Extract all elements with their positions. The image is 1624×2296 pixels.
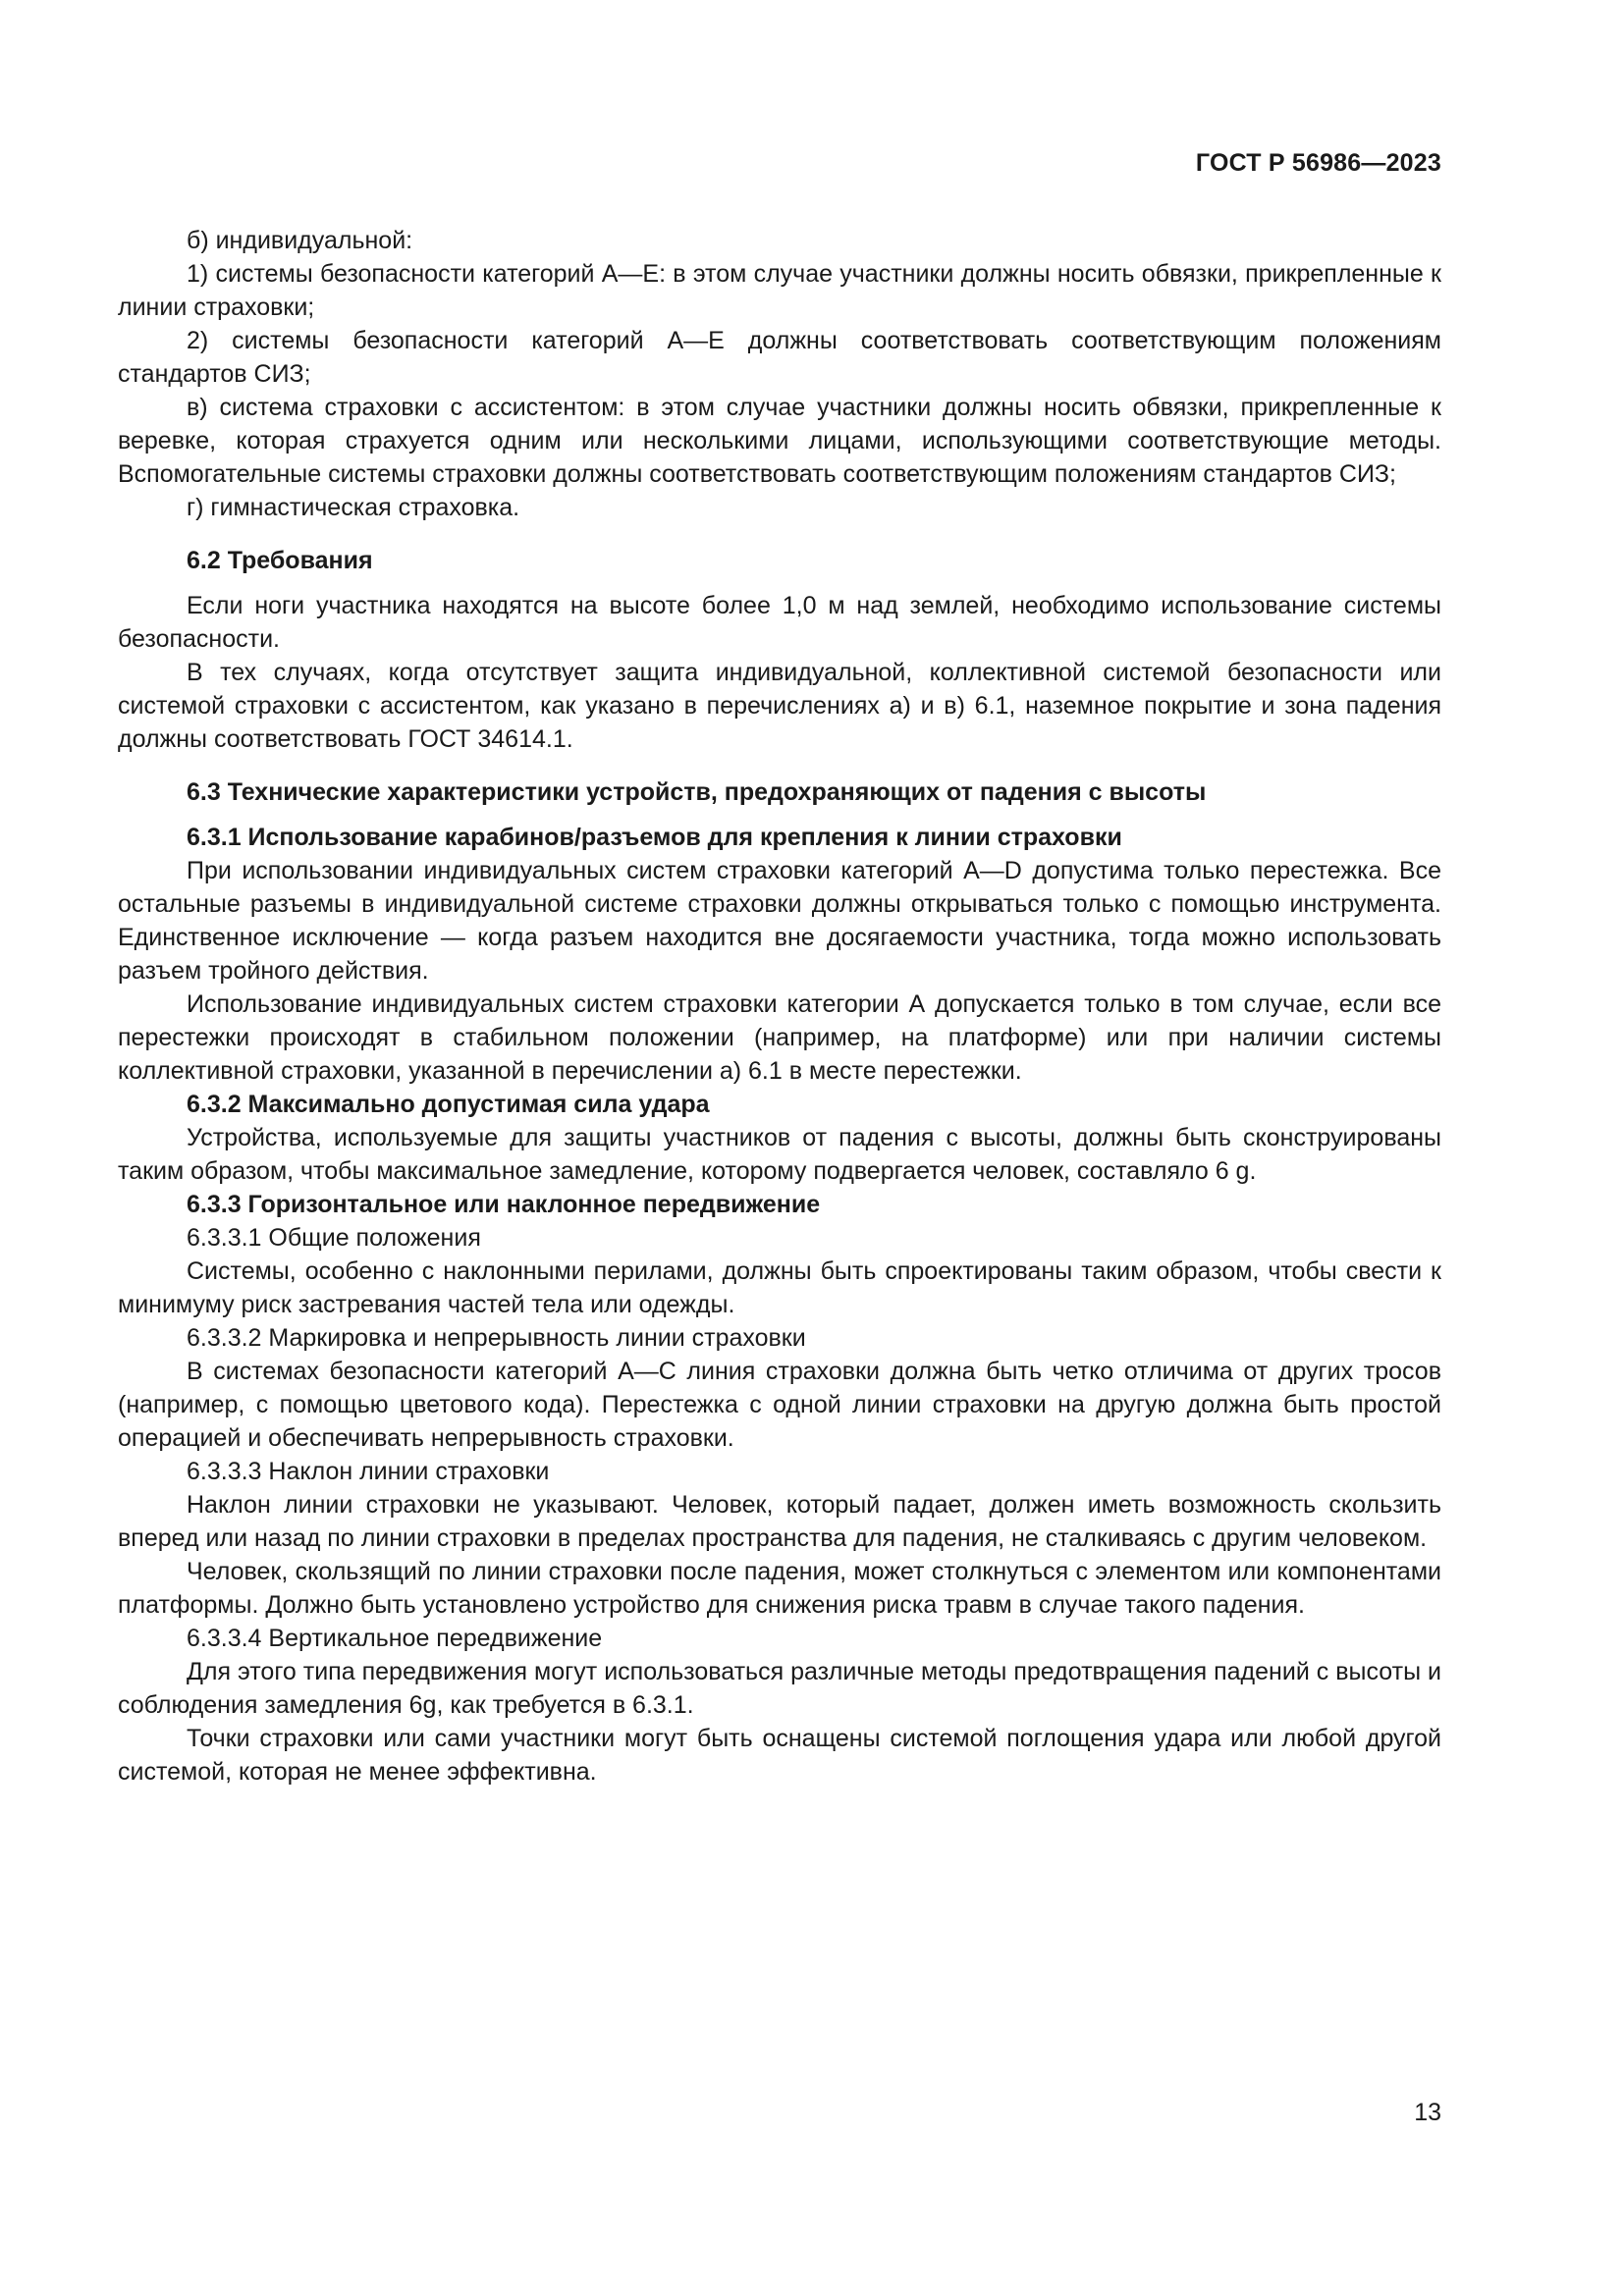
paragraph: В тех случаях, когда отсутствует защита индивидуальной, коллективной системой безопасности или системой страховки с ассистентом, как указано в перечислениях а) и в) 6.1, наземное покрытие и зона падения должны соответствовать ГОСТ 34614.1. (118, 659, 1441, 753)
clause-title: 6.3.3.1 Общие положения (187, 1224, 481, 1252)
paragraph: Использование индивидуальных систем страховки категории А допускается только в том случае, если все перестежки происходят в стабильном положении (например, на платформе) или при наличии системы коллективной страховки, указанной в перечислении а) 6.1 в месте перестежки. (118, 990, 1441, 1085)
clause-title: 6.3.3.2 Маркировка и непрерывность линии страховки (187, 1324, 806, 1352)
page-number: 13 (1414, 2099, 1441, 2126)
paragraph: При использовании индивидуальных систем страховки категорий А—D допустима только перестежка. Все остальные разъемы в индивидуальной системе страховки должны открываться только с помощью инструмента. Единственное исключение — когда разъем находится вне досягаемости участника, тогда можно использовать разъем тройного действия. (118, 857, 1441, 985)
paragraph: Точки страховки или сами участники могут быть оснащены системой поглощения удара или любой другой системой, которая не менее эффективна. (118, 1725, 1441, 1786)
document-id-header: ГОСТ Р 56986—2023 (1195, 149, 1441, 177)
paragraph: Системы, особенно с наклонными перилами, должны быть спроектированы таким образом, чтобы свести к минимуму риск застревания частей тела или одежды. (118, 1257, 1441, 1318)
section-heading-6-2: 6.2 Требования (187, 547, 373, 574)
document-body (118, 224, 1441, 1789)
paragraph: В системах безопасности категорий А—С линия страховки должна быть четко отличима от других тросов (например, с помощью цветового кода). Перестежка с одной линии страховки на другую должна быть простой операцией и обеспечивать непрерывность страховки. (118, 1358, 1441, 1452)
section-heading-6-3: 6.3 Технические характеристики устройств, предохраняющих от падения с высоты (187, 778, 1207, 806)
list-item-b2: 2) системы безопасности категорий А—Е должны соответствовать соответствующим положениям стандартов СИЗ; (118, 327, 1441, 388)
list-item-b: б) индивидуальной: (187, 227, 413, 254)
list-item-v: в) система страховки с ассистентом: в этом случае участники должны носить обвязки, прикрепленные к веревке, которая страхуется одним или несколькими лицами, использующими соответствующие методы. Вспомогательные системы страховки должны соответствовать соответствующим положениям стандартов СИЗ; (118, 394, 1441, 488)
list-item-b1: 1) системы безопасности категорий А—Е: в этом случае участники должны носить обвязки, прикрепленные к линии страховки; (118, 260, 1441, 321)
list-item-g: г) гимнастическая страховка. (187, 494, 520, 521)
paragraph: Человек, скользящий по линии страховки после падения, может столкнуться с элементом или компонентами платформы. Должно быть установлено устройство для снижения риска травм в случае такого падения. (118, 1558, 1441, 1619)
subsection-heading-6-3-3: 6.3.3 Горизонтальное или наклонное передвижение (187, 1191, 821, 1218)
subsection-heading-6-3-2: 6.3.2 Максимально допустимая сила удара (187, 1091, 710, 1118)
paragraph: Для этого типа передвижения могут использоваться различные методы предотвращения падений с высоты и соблюдения замедления 6g, как требуется в 6.3.1. (118, 1658, 1441, 1719)
clause-title: 6.3.3.4 Вертикальное передвижение (187, 1625, 603, 1652)
paragraph: Если ноги участника находятся на высоте более 1,0 м над землей, необходимо использование системы безопасности. (118, 592, 1441, 653)
paragraph: Устройства, используемые для защиты участников от падения с высоты, должны быть сконструированы таким образом, чтобы максимальное замедление, которому подвергается человек, составляло 6 g. (118, 1124, 1441, 1185)
paragraph: Наклон линии страховки не указывают. Человек, который падает, должен иметь возможность скользить вперед или назад по линии страховки в пределах пространства для падения, не сталкиваясь с другим человеком. (118, 1491, 1441, 1552)
clause-title: 6.3.3.3 Наклон линии страховки (187, 1458, 550, 1485)
subsection-heading-6-3-1: 6.3.1 Использование карабинов/разъемов для крепления к линии страховки (187, 824, 1122, 851)
